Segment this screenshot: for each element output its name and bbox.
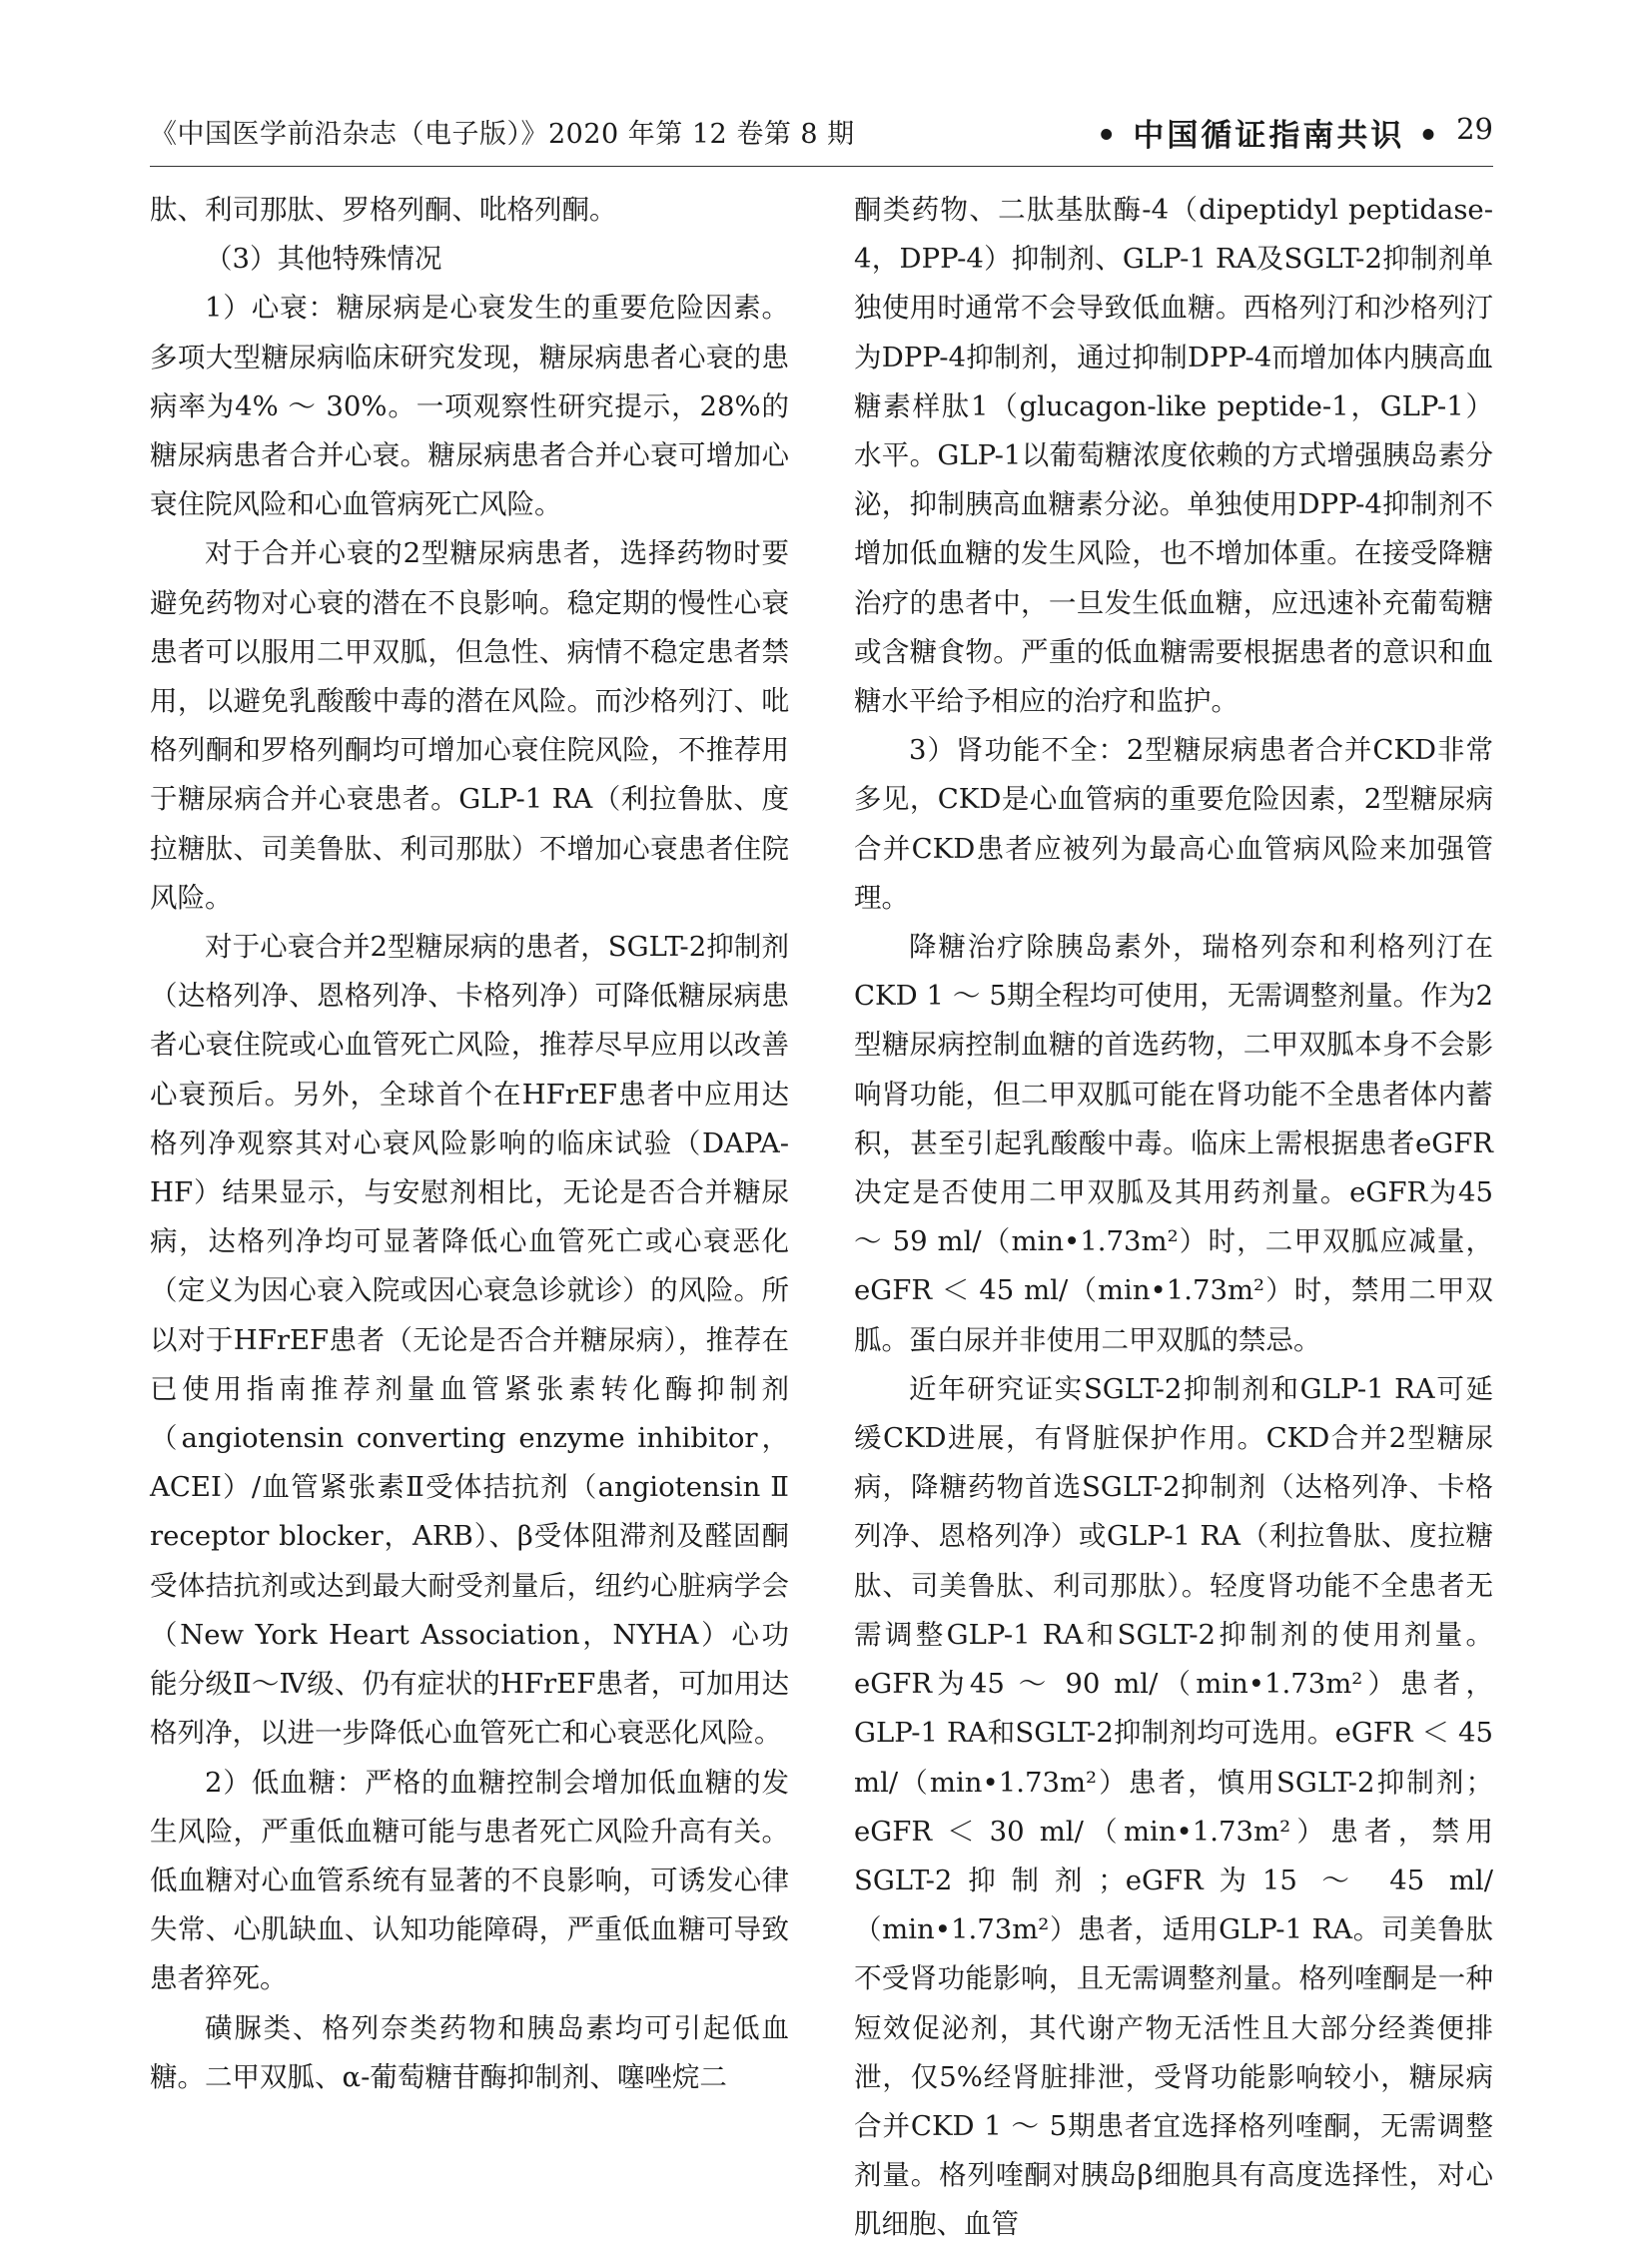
paragraph: （3）其他特殊情况	[205, 243, 442, 276]
page-number: 29	[1456, 112, 1493, 146]
paragraph: 酮类药物、二肽基肽酶-4（dipeptidyl peptidase-4，DPP-4）抑制剂、GLP-1 RA及SGLT-2抑制剂单独使用时通常不会导致低血糖。西格列汀和沙格列汀为DPP-4抑制剂，通过抑制DPP-4而增加体内胰高血糖素样肽1（glucagon-like peptide-1，GLP-1）水平。GLP-1以葡萄糖浓度依赖的方式增强胰岛素分泌，抑制胰高血糖素分泌。单独使用DPP-4抑制剂不增加低血糖的发生风险，也不增加体重。在接受降糖治疗的患者中，一旦发生低血糖，应迅速补充葡萄糖或含糖食物。严重的低血糖需要根据患者的意识和血糖水平给予相应的治疗和监护。	[854, 194, 1493, 718]
paragraph: 降糖治疗除胰岛素外，瑞格列奈和利格列汀在CKD 1 ～ 5期全程均可使用，无需调整剂量。作为2型糖尿病控制血糖的首选药物，二甲双胍本身不会影响肾功能，但二甲双胍可能在肾功能不全患者体内蓄积，甚至引起乳酸酸中毒。临床上需根据患者eGFR决定是否使用二甲双胍及其用药剂量。eGFR为45 ～ 59 ml/（min•1.73m²）时，二甲双胍应减量，eGFR ＜ 45 ml/（min•1.73m²）时，禁用二甲双胍。蛋白尿并非使用二甲双胍的禁忌。	[854, 931, 1493, 1356]
journal-title: 《中国医学前沿杂志（电子版）》2020 年第 12 卷第 8 期	[150, 119, 855, 150]
paragraph: 对于心衰合并2型糖尿病的患者，SGLT-2抑制剂（达格列净、恩格列净、卡格列净）可降低糖尿病患者心衰住院或心血管死亡风险，推荐尽早应用以改善心衰预后。另外，全球首个在HFrEF患者中应用达格列净观察其对心衰风险影响的临床试验（DAPA-HF）结果显示，与安慰剂相比，无论是否合并糖尿病，达格列净均可显著降低心血管死亡或心衰恶化（定义为因心衰入院或因心衰急诊就诊）的风险。所以对于HFrEF患者（无论是否合并糖尿病），推荐在已使用指南推荐剂量血管紧张素转化酶抑制剂（angiotensin converting enzyme inhibitor，ACEI）/血管紧张素Ⅱ受体拮抗剂（angiotensin Ⅱ receptor blocker，ARB）、β受体阻滞剂及醛固酮受体拮抗剂或达到最大耐受剂量后，纽约心脏病学会（New York Heart Association，NYHA）心功能分级Ⅱ～Ⅳ级、仍有症状的HFrEF患者，可加用达格列净，以进一步降低心血管死亡和心衰恶化风险。	[150, 931, 789, 1750]
paragraph: 1）心衰：糖尿病是心衰发生的重要危险因素。多项大型糖尿病临床研究发现，糖尿病患者心衰的患病率为4% ～ 30%。一项观察性研究提示，28%的糖尿病患者合并心衰。糖尿病患者合并心衰可增加心衰住院风险和心血管病死亡风险。	[150, 292, 789, 521]
paragraph: 近年研究证实SGLT-2抑制剂和GLP-1 RA可延缓CKD进展，有肾脏保护作用。CKD合并2型糖尿病，降糖药物首选SGLT-2抑制剂（达格列净、卡格列净、恩格列净）或GLP-1 RA（利拉鲁肽、度拉糖肽、司美鲁肽、利司那肽）。轻度肾功能不全患者无需调整GLP-1 RA和SGLT-2抑制剂的使用剂量。eGFR为45 ～ 90 ml/（min•1.73m²）患者，GLP-1 RA和SGLT-2抑制剂均可选用。eGFR ＜ 45 ml/（min•1.73m²）患者，慎用SGLT-2抑制剂；eGFR ＜ 30 ml/（min•1.73m²）患者，禁用SGLT-2抑制剂；eGFR为15 ～ 45 ml/（min•1.73m²）患者，适用GLP-1 RA。司美鲁肽不受肾功能影响，且无需调整剂量。格列喹酮是一种短效促泌剂，其代谢产物无活性且大部分经粪便排泄，仅5%经肾脏排泄，受肾功能影响较小，糖尿病合并CKD 1 ～ 5期患者宜选择格列喹酮，无需调整剂量。格列喹酮对胰岛β细胞具有高度选择性，对心肌细胞、血管	[854, 1372, 1493, 2241]
paragraph: 磺脲类、格列奈类药物和胰岛素均可引起低血糖。二甲双胍、α-葡萄糖苷酶抑制剂、噻唑烷二	[150, 2011, 789, 2093]
paragraph: 肽、利司那肽、罗格列酮、吡格列酮。	[150, 194, 617, 226]
paragraph: 2）低血糖：严格的血糖控制会增加低血糖的发生风险，严重低血糖可能与患者死亡风险升高有关。低血糖对心血管系统有显著的不良影响，可诱发心律失常、心肌缺血、认知功能障碍，严重低血糖可导致患者猝死。	[150, 1766, 789, 1995]
paragraph: 对于合并心衰的2型糖尿病患者，选择药物时要避免药物对心衰的潜在不良影响。稳定期的慢性心衰患者可以服用二甲双胍，但急性、病情不稳定患者禁用，以避免乳酸酸中毒的潜在风险。而沙格列汀、吡格列酮和罗格列酮均可增加心衰住院风险，不推荐用于糖尿病合并心衰患者。GLP-1 RA（利拉鲁肽、度拉糖肽、司美鲁肽、利司那肽）不增加心衰患者住院风险。	[150, 537, 789, 914]
section-title: • 中国循证指南共识 •	[1096, 118, 1441, 154]
left-column	[150, 186, 789, 2173]
paragraph: 3）肾功能不全：2型糖尿病患者合并CKD非常多见，CKD是心血管病的重要危险因素，2型糖尿病合并CKD患者应被列为最高心血管病风险来加强管理。	[854, 734, 1493, 914]
right-column	[854, 186, 1493, 2241]
page-header	[150, 108, 1493, 167]
